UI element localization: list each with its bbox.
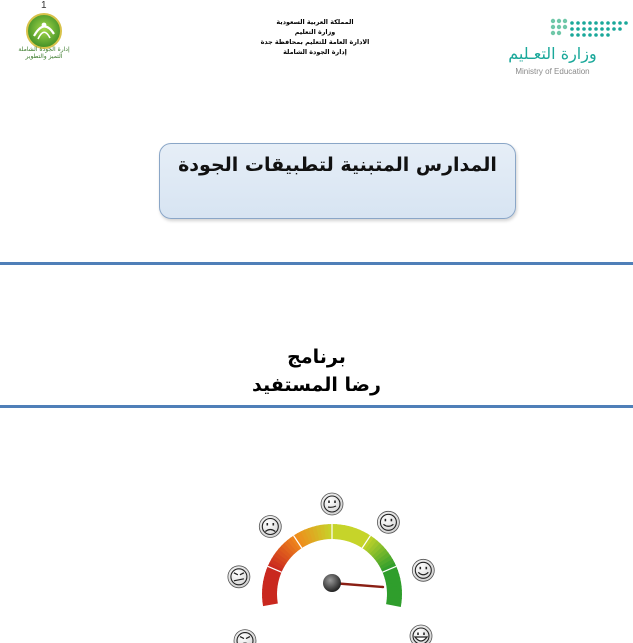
header-line-directorate: الادارة العامة للتعليم بمحافظة جدة [260, 38, 370, 46]
slight-smile-face-icon [377, 511, 399, 533]
angry-face-icon [234, 630, 256, 643]
ministry-logo-english: Ministry of Education [515, 67, 590, 76]
bottom-divider [0, 405, 633, 408]
program-label: برنامج [287, 346, 346, 368]
header-line-ministry: وزارة التعليم [294, 28, 336, 36]
header-line-department: إدارة الجودة الشاملة [283, 48, 347, 56]
quality-logo-caption-line2: التميز والتطوير [25, 53, 63, 60]
quality-logo-caption [14, 46, 74, 60]
page-title: المدارس المتبنية لتطبيقات الجودة [178, 154, 497, 176]
top-divider [0, 262, 633, 265]
program-name: رضا المستفيد [252, 374, 381, 396]
gauge-faces [228, 493, 434, 643]
page-number: 1 [41, 0, 47, 11]
ministry-logo-dots-icon [545, 14, 630, 42]
smile-face-icon [412, 559, 434, 581]
neutral-face-icon [321, 493, 343, 515]
header-line-country: المملكة العربية السعودية [276, 18, 354, 26]
quality-logo-caption-line1: إدارة الجودة الشاملة [18, 46, 70, 53]
ministry-header-text [230, 17, 400, 57]
annoyed-face-icon [228, 566, 250, 588]
gauge-hub [323, 574, 341, 592]
satisfaction-gauge [225, 482, 435, 643]
title-box [159, 143, 516, 219]
grinning-face-icon [410, 625, 432, 643]
gauge-arc [262, 524, 402, 607]
ministry-logo-arabic: وزارة التعـليم [508, 44, 597, 63]
frowning-face-icon [259, 516, 281, 538]
